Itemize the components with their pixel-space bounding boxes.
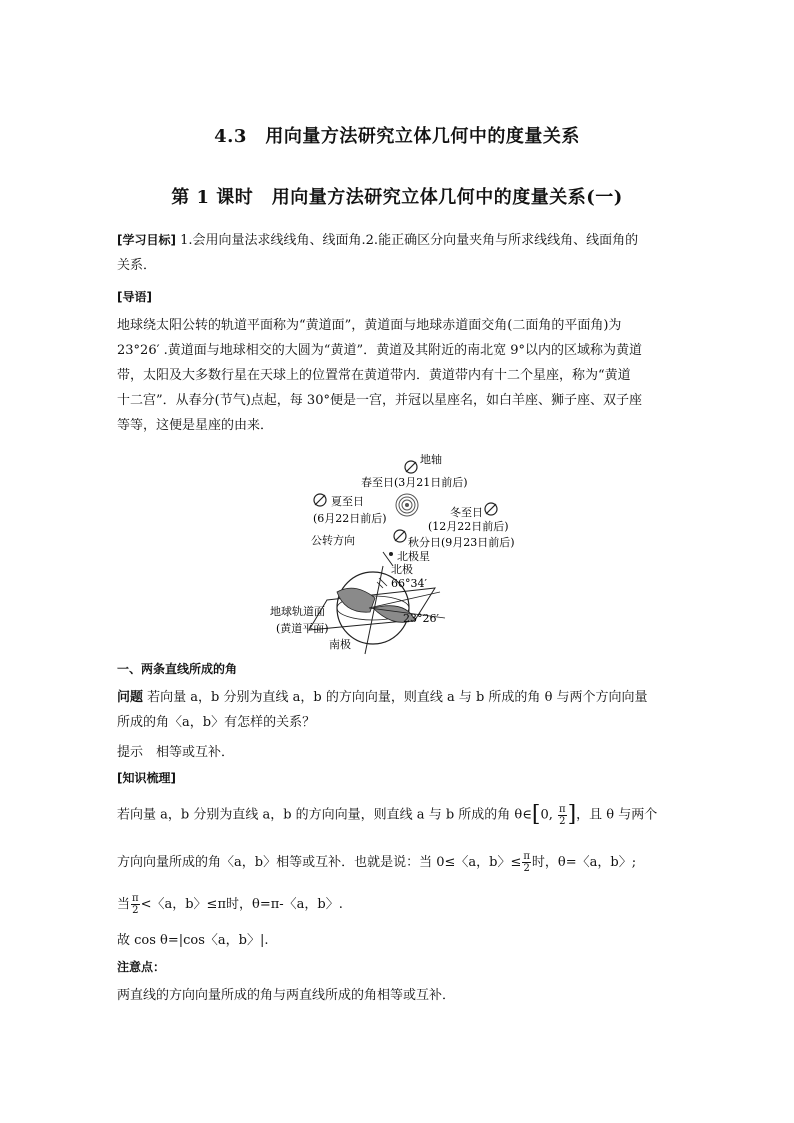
hint: 提示 相等或互补． [117,745,235,760]
knowledge-line-4: 故 cos θ=|cos〈a，b〉|. [117,933,269,948]
knowledge-text: ，且 θ 与两个 [576,807,658,823]
label-earth-axis: 地轴 [420,453,442,466]
note-tag [117,955,683,980]
question-tag: 问题 [117,690,144,705]
question-block [117,685,683,735]
label-polaris: 北极星 [397,550,430,563]
intro-line: 等等，这便是星座的由来． [117,418,274,433]
knowledge-text: 当 [117,897,131,912]
knowledge-line-3 [117,890,683,920]
label-autumn: 秋分日(9月23日前后) [408,536,515,549]
label-north-pole: 北极 [391,563,413,576]
label-winter: 冬至日 [450,506,483,519]
fraction-pi-over-2 [131,893,140,916]
objective-tag: [学习目标] [117,233,176,247]
question-text-2: 所成的角〈a，b〉有怎样的关系？ [117,715,316,730]
intro-line: 地球绕太阳公转的轨道平面称为“黄道面”，黄道面与地球赤道面交角(二面角的平面角)为 [117,318,622,333]
intro-paragraph [117,313,683,438]
learning-objectives [117,228,683,278]
label-angle-2: 23°26′ [403,612,439,625]
label-ecliptic-plane: (黄道平面) [276,622,329,635]
objective-text-1: 1.会用向量法求线线角、线面角.2.能正确区分向量夹角与所求线线角、线面角的 [180,233,639,248]
label-spring: 春至日(3月21日前后) [361,476,468,489]
knowledge-tag [117,766,683,791]
frac-num: π [132,893,139,904]
knowledge-text: 时，θ=〈a，b〉; [531,855,637,870]
section-heading [117,657,683,682]
knowledge-line-2 [117,848,683,878]
label-south-pole: 南极 [329,638,351,651]
note-text: 两直线的方向向量所成的角与两直线所成的角相等或互补． [117,988,456,1003]
earth-orbit-figure [265,450,535,656]
intro-tag [117,285,683,310]
label-winter-date: (12月22日前后) [428,520,509,533]
sun-icon [396,494,418,516]
interval-start: 0 [540,807,549,823]
knowledge-line-1: 若向量 a，b 分别为直线 a，b 的方向向量，则直线 a 与 b 所成的角 θ∈[0, $\frac{\pi}{2}$ ]，且 θ 与两个 [117,802,658,827]
section-1-title: 一、两条直线所成的角 [117,662,238,676]
fraction-pi-over-2 [558,804,567,827]
frac-den: 2 [132,905,139,916]
intro-line: 带，太阳及大多数行星在天球上的位置常在黄道带内．黄道带内有十二个星座，称为“黄道 [117,368,631,383]
intro-line: 23°26′ .黄道面与地球相交的大圆为“黄道”．黄道及其附近的南北宽 9°以内的区域称为黄道 [117,343,642,358]
label-summer-date: (6月22日前后) [313,512,387,525]
frac-den: 2 [559,815,566,827]
intro-line: 十二宫”．从春分(节气)点起，每 30°便是一宫，并冠以星座名，如白羊座、狮子座、双子座 [117,393,642,408]
knowledge-text: <〈a，b〉≤π时，θ=π-〈a，b〉. [140,897,343,912]
intro-tag-label: [导语] [117,290,152,304]
knowledge-text: 若向量 a，b 分别为直线 a，b 的方向向量，则直线 a 与 b 所成的角 θ∈ [117,807,532,823]
label-summer: 夏至日 [331,495,364,508]
page-title: 4.3 用向量方法研究立体几何中的度量关系 [214,126,580,147]
knowledge-tag-label: [知识梳理] [117,771,176,785]
frac-num: π [523,851,530,862]
label-direction: 公转方向 [311,534,355,547]
label-angle-1: 66°34′ [391,577,427,590]
note-tag-label: 注意点： [117,960,166,974]
question-text-1: 若向量 a，b 分别为直线 a，b 的方向向量，则直线 a 与 b 所成的角 θ 与两个方向向量 [147,690,648,705]
frac-den: 2 [523,863,530,874]
lesson-subtitle: 第 1 课时 用向量方法研究立体几何中的度量关系(一) [171,187,623,208]
objective-text-2: 关系． [117,258,157,273]
knowledge-text: 方向向量所成的角〈a，b〉相等或互补．也就是说：当 0≤〈a，b〉≤ [117,855,522,870]
frac-num: π [559,803,566,815]
label-orbit-plane: 地球轨道面 [270,605,325,618]
fraction-pi-over-2 [522,851,531,874]
